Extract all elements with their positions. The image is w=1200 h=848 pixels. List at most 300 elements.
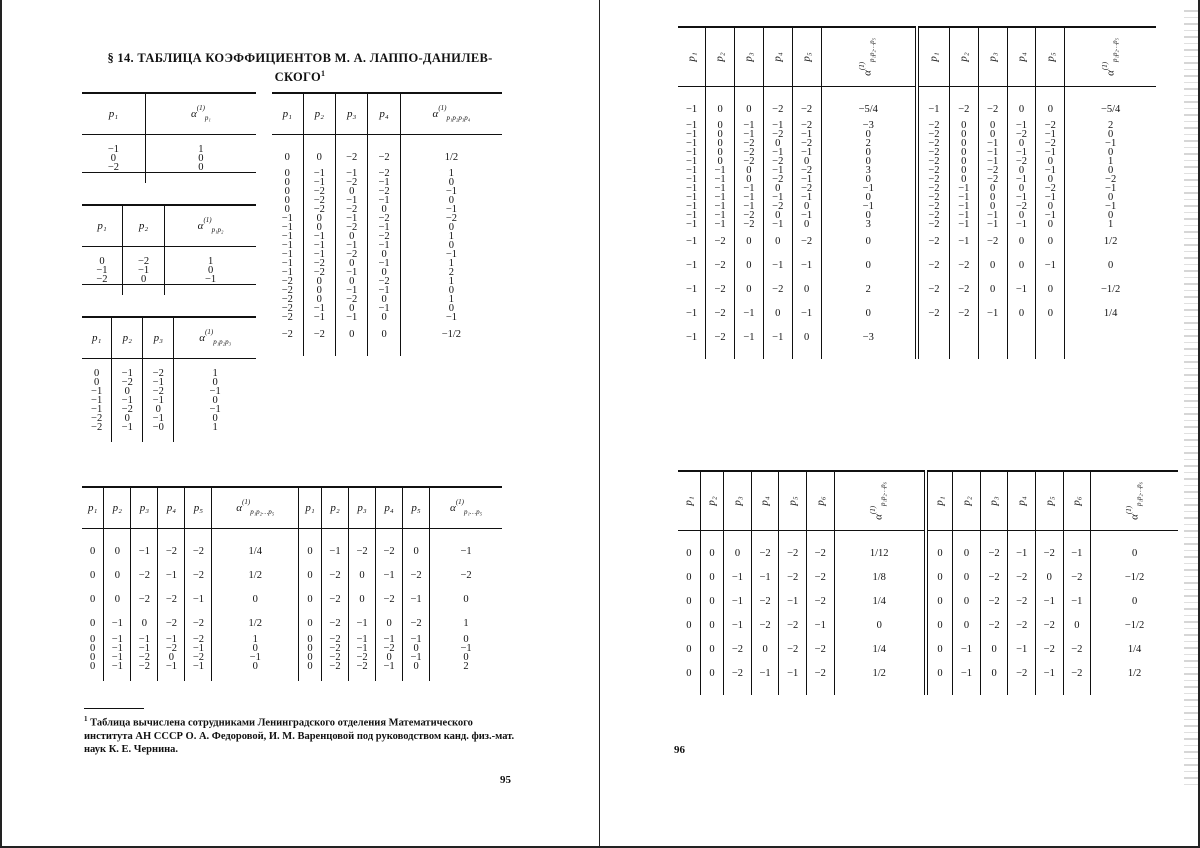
- table-row: [272, 304, 502, 313]
- table-p1p4: [272, 92, 502, 356]
- spacer-cell: [724, 685, 752, 695]
- table-cell: −2: [143, 387, 174, 396]
- spacer-row: [678, 87, 1156, 98]
- alpha-header: [1124, 482, 1143, 520]
- table-cell: −1: [96, 265, 108, 276]
- table-cell: 0: [165, 266, 256, 275]
- table-cell: 0: [90, 661, 96, 672]
- spacer-cell: [806, 531, 834, 542]
- spacer-cell: [917, 349, 949, 359]
- table-cell: 0: [926, 637, 953, 661]
- table-row: [272, 313, 502, 322]
- spacer-cell: [212, 529, 299, 540]
- alpha-header: [197, 216, 224, 234]
- alpha-column-header: [212, 487, 299, 529]
- table-cell: −1: [763, 253, 792, 277]
- column-header-label: p₃: [988, 496, 1001, 506]
- table-cell: −2: [1007, 130, 1036, 139]
- spacer-cell: [792, 87, 821, 98]
- table-cell: −2: [303, 322, 335, 346]
- table-row: [82, 378, 256, 387]
- table-cell: −2: [131, 587, 158, 611]
- table-cell: −1: [335, 313, 367, 322]
- table-cell: 0: [1036, 157, 1065, 166]
- table-cell: −1: [706, 184, 735, 193]
- table-row: [678, 301, 1156, 325]
- table-row: [272, 145, 502, 169]
- table-cell: 0: [303, 223, 335, 232]
- table-cell: −1: [953, 637, 981, 661]
- table-cell: −2: [779, 613, 807, 637]
- column-header: [82, 205, 122, 247]
- table-cell: −1: [185, 587, 212, 611]
- table-cell: −1: [165, 275, 256, 285]
- table-cell: 0: [978, 277, 1007, 301]
- table-cell: −2: [368, 232, 400, 241]
- table-cell: 0: [1063, 613, 1091, 637]
- table-cell: −2: [185, 563, 212, 587]
- table-cell: 0: [706, 97, 735, 121]
- column-header-label: p₅: [193, 502, 204, 514]
- spacer-cell: [376, 529, 403, 540]
- table-cell: 1: [400, 277, 502, 286]
- table-cell: −1: [281, 249, 293, 260]
- table-cell: 0: [1065, 130, 1156, 139]
- alpha-symbol: α: [197, 219, 204, 232]
- table-cell: −2: [706, 229, 735, 253]
- table-cell: −1: [303, 169, 335, 178]
- spacer-cell: [735, 349, 764, 359]
- spacer-cell: [763, 349, 792, 359]
- table-cell: −1: [917, 97, 949, 121]
- table-cell: 0: [953, 565, 981, 589]
- scan-border-left: [0, 0, 2, 848]
- table-cell: −2: [368, 169, 400, 178]
- table-cell: −1: [1035, 589, 1063, 613]
- table-cell: 2: [821, 139, 917, 148]
- table-cell: 0: [949, 175, 978, 184]
- table-row: [272, 286, 502, 295]
- spacer-cell: [185, 529, 212, 540]
- table-cell: 0: [953, 589, 981, 613]
- table-cell: −1: [91, 386, 103, 397]
- table-cell: −1: [107, 144, 119, 155]
- table-cell: 0: [90, 545, 96, 557]
- table-cell: 0: [110, 153, 117, 164]
- column-header: [917, 27, 949, 87]
- table-cell: −2: [1008, 565, 1036, 589]
- column-header: [724, 471, 752, 531]
- table-cell: −1: [1036, 130, 1065, 139]
- table-cell: −2: [376, 644, 403, 653]
- table-cell: −1/2: [400, 322, 502, 346]
- table-cell: 0: [821, 301, 917, 325]
- column-header: [82, 487, 104, 529]
- table-cell: 0: [978, 193, 1007, 202]
- alpha-subscript: p₁p₂…p₆: [1134, 482, 1143, 507]
- table-cell: −1: [806, 613, 834, 637]
- alpha-header: [199, 328, 232, 346]
- table-cell: −2: [763, 97, 792, 121]
- table-cell: 1/2: [1091, 661, 1178, 685]
- table-cell: 0: [112, 414, 143, 423]
- table-cell: −1: [1007, 121, 1036, 130]
- table-cell: −1: [735, 130, 764, 139]
- table-cell: −1: [1035, 661, 1063, 685]
- table-row: [82, 163, 256, 173]
- table-cell: −2: [917, 253, 949, 277]
- table-cell: −2: [763, 130, 792, 139]
- table-cell: −2: [82, 275, 122, 285]
- column-header-label: p₁: [88, 502, 98, 514]
- table-cell: −1: [185, 662, 212, 671]
- table-cell: 0: [1065, 166, 1156, 175]
- table-cell: 0: [821, 148, 917, 157]
- table-cell: −1: [1065, 202, 1156, 211]
- column-header: [112, 317, 143, 359]
- table-row: [678, 220, 1156, 229]
- table-cell: 0: [1036, 277, 1065, 301]
- table-cell: 1: [400, 169, 502, 178]
- table-cell: −2: [376, 587, 403, 611]
- spacer-cell: [678, 349, 706, 359]
- table-cell: −2: [281, 303, 293, 314]
- column-header: [122, 205, 164, 247]
- table-cell: −1: [685, 165, 698, 176]
- table-cell: −1: [763, 220, 792, 229]
- table-cell: −2: [1036, 139, 1065, 148]
- table-cell: 0: [1091, 541, 1178, 565]
- table-row: [82, 145, 256, 154]
- table-cell: −1: [349, 644, 376, 653]
- table-cell: −2: [321, 635, 348, 644]
- table-cell: 0: [299, 644, 322, 653]
- table-cell: 0: [299, 635, 322, 644]
- column-header: [678, 27, 706, 87]
- table-cell: 0: [700, 637, 723, 661]
- alpha-subscript: p₁…p₅: [463, 507, 483, 516]
- spacer-cell: [368, 346, 400, 356]
- table-row: [82, 587, 502, 611]
- table-cell: 0: [735, 166, 764, 175]
- alpha-header: [1100, 38, 1119, 76]
- table-cell: −2: [779, 637, 807, 661]
- table-cell: 0: [400, 286, 502, 295]
- table-cell: 0: [368, 313, 400, 322]
- table-cell: 1: [430, 611, 502, 635]
- table-cell: −2: [949, 277, 978, 301]
- table-cell: −2: [303, 259, 335, 268]
- table-cell: −2: [792, 97, 821, 121]
- footnote-mark: 1: [84, 715, 88, 723]
- table-cell: −1: [792, 130, 821, 139]
- table-cell: 0: [400, 241, 502, 250]
- table-cell: −1: [335, 196, 367, 205]
- column-header: [953, 471, 981, 531]
- table-cell: 0: [1007, 229, 1036, 253]
- table-cell: 0: [686, 595, 692, 607]
- table-cell: 0: [400, 178, 502, 187]
- table-cell: 3: [821, 166, 917, 175]
- table-cell: −2: [1008, 589, 1036, 613]
- table-cell: −2: [303, 205, 335, 214]
- table-cell: −1: [368, 223, 400, 232]
- spacer-cell: [321, 671, 348, 681]
- column-header-label: p₂: [122, 332, 132, 344]
- spacer-row: [272, 135, 502, 146]
- table-cell: 0: [303, 277, 335, 286]
- table-cell: 3: [821, 220, 917, 229]
- table-cell: −2: [321, 587, 348, 611]
- column-header: [792, 27, 821, 87]
- column-header: [376, 487, 403, 529]
- table-cell: 0: [212, 644, 299, 653]
- table-cell: −2: [806, 589, 834, 613]
- column-header-label: p₂: [957, 52, 970, 62]
- spacer-cell: [272, 135, 303, 146]
- column-header: [1063, 471, 1091, 531]
- spacer-cell: [400, 346, 502, 356]
- table-cell: 0: [284, 186, 290, 197]
- table-cell: 0: [763, 229, 792, 253]
- table-p1p2p3: [82, 316, 256, 442]
- alpha-superscript: (1): [205, 328, 214, 337]
- table-cell: −1: [763, 166, 792, 175]
- table-cell: 0: [122, 275, 164, 285]
- table-cell: −1: [104, 653, 131, 662]
- table-cell: 0: [1065, 148, 1156, 157]
- table-cell: −1: [735, 325, 764, 349]
- table-cell: 0: [90, 643, 96, 654]
- table-cell: −5/4: [1065, 97, 1156, 121]
- table-cell: 0: [174, 396, 256, 405]
- table-cell: 0: [1035, 565, 1063, 589]
- table-cell: 0: [90, 593, 96, 605]
- table-cell: −2: [917, 211, 949, 220]
- column-header: [949, 27, 978, 87]
- table-cell: 0: [299, 563, 322, 587]
- spacer-cell: [82, 671, 104, 681]
- table-cell: 0: [949, 157, 978, 166]
- table-cell: 0: [792, 220, 821, 229]
- column-header-label: p₂: [960, 496, 973, 506]
- table-cell: 0: [978, 253, 1007, 277]
- table-cell: 0: [821, 193, 917, 202]
- table-cell: −1: [368, 196, 400, 205]
- table-cell: −1: [403, 635, 430, 644]
- table-cell: −1: [376, 563, 403, 587]
- table-cell: −2: [349, 662, 376, 671]
- table-row: [82, 423, 256, 432]
- spacer-cell: [403, 529, 430, 540]
- column-header-label: p₂: [330, 502, 340, 514]
- spacer-cell: [430, 671, 502, 681]
- table-cell: −1: [112, 396, 143, 405]
- table-cell: −1: [821, 202, 917, 211]
- table-p1: [82, 92, 256, 183]
- table-cell: −2: [917, 202, 949, 211]
- table-cell: −2: [917, 157, 949, 166]
- table-cell: −2: [303, 268, 335, 277]
- table-cell: −2: [281, 276, 293, 287]
- table-cell: −1: [1036, 253, 1065, 277]
- table-cell: −2: [763, 157, 792, 166]
- table-cell: −1: [821, 184, 917, 193]
- table-cell: −1: [91, 395, 103, 406]
- table-cell: 0: [821, 130, 917, 139]
- table-cell: 0: [335, 187, 367, 196]
- table-row: [82, 405, 256, 414]
- footnote-rule: [84, 708, 144, 709]
- table-cell: −1: [949, 193, 978, 202]
- table-cell: −1: [1065, 139, 1156, 148]
- table-cell: −1: [281, 258, 293, 269]
- table-cell: −1: [112, 369, 143, 378]
- alpha-column-header: [834, 471, 926, 531]
- table-cell: −1: [792, 301, 821, 325]
- table-cell: −1: [1007, 277, 1036, 301]
- table-cell: 0: [1007, 301, 1036, 325]
- spacer-cell: [1035, 531, 1063, 542]
- spacer-cell: [980, 685, 1008, 695]
- table-cell: 0: [1036, 220, 1065, 229]
- table-cell: 0: [1007, 184, 1036, 193]
- table-cell: −2: [763, 202, 792, 211]
- table-cell: [1036, 325, 1065, 349]
- table-cell: −2: [949, 301, 978, 325]
- table-cell: −2: [122, 257, 164, 266]
- table-cell: 0: [335, 259, 367, 268]
- table-cell: −2: [321, 662, 348, 671]
- table-cell: −2: [281, 294, 293, 305]
- table-cell: 0: [821, 175, 917, 184]
- table-cell: 2: [400, 268, 502, 277]
- table-cell: −1: [91, 404, 103, 415]
- column-header-label: p₃: [347, 108, 357, 120]
- table-cell: −2: [1008, 613, 1036, 637]
- table-row: [678, 97, 1156, 121]
- table-cell: 0: [93, 368, 100, 379]
- table-cell: −2: [1007, 202, 1036, 211]
- table-cell: −3: [821, 121, 917, 130]
- table-cell: −2: [763, 175, 792, 184]
- table-cell: −2: [806, 637, 834, 661]
- table-p1p2: [82, 204, 256, 295]
- table-cell: −2: [143, 369, 174, 378]
- table-cell: −1: [685, 235, 698, 247]
- table-p1p5-a: [82, 486, 502, 681]
- table-cell: −2: [185, 635, 212, 644]
- table-cell: −1: [949, 202, 978, 211]
- table-cell: −2: [751, 589, 779, 613]
- table-cell: 0: [368, 322, 400, 346]
- table-cell: −1: [792, 148, 821, 157]
- table-cell: −2: [1035, 613, 1063, 637]
- table-cell: −1: [400, 313, 502, 322]
- table-cell: 0: [751, 637, 779, 661]
- table-cell: 1/8: [834, 565, 926, 589]
- column-header: [143, 317, 174, 359]
- table-cell: 2: [1065, 121, 1156, 130]
- table-cell: 0: [706, 139, 735, 148]
- table-cell: −1: [335, 286, 367, 295]
- spacer-cell: [917, 87, 949, 98]
- table-row: [82, 369, 256, 378]
- table-cell: 0: [299, 662, 322, 671]
- table-cell: −1: [751, 661, 779, 685]
- table-row: [272, 241, 502, 250]
- table-cell: −2: [1063, 565, 1091, 589]
- table-cell: −1: [685, 129, 698, 140]
- table-cell: −2: [158, 644, 185, 653]
- spacer-cell: [158, 529, 185, 540]
- spacer-cell: [131, 671, 158, 681]
- table-cell: −1: [1007, 193, 1036, 202]
- spacer-cell: [104, 671, 131, 681]
- table-cell: −2: [131, 563, 158, 587]
- spacer-cell: [112, 432, 143, 442]
- table-cell: −2: [751, 541, 779, 565]
- spacer-row: [272, 346, 502, 356]
- table-cell: 0: [735, 97, 764, 121]
- table-cell: −2: [978, 229, 1007, 253]
- table-cell: −1: [1036, 211, 1065, 220]
- title-footnote-mark: 1: [321, 69, 326, 78]
- table-row: [82, 387, 256, 396]
- table-cell: −1: [104, 662, 131, 671]
- spacer-cell: [122, 285, 164, 296]
- column-header-label: p₃: [153, 332, 163, 344]
- table-cell: 0: [735, 175, 764, 184]
- table-cell: 0: [926, 589, 953, 613]
- table-cell: −1: [158, 662, 185, 671]
- table-cell: 0: [368, 268, 400, 277]
- table-cell: −1: [978, 301, 1007, 325]
- table-cell: −1: [779, 589, 807, 613]
- table-cell: −2: [281, 312, 293, 323]
- alpha-symbol: α: [432, 107, 439, 120]
- table-cell: −2: [400, 214, 502, 223]
- table-cell: 0: [1036, 202, 1065, 211]
- table-cell: −1: [1008, 541, 1036, 565]
- table-cell: −2: [978, 166, 1007, 175]
- table-cell: −2: [806, 661, 834, 685]
- spacer-cell: [926, 531, 953, 542]
- table-cell: 0: [706, 121, 735, 130]
- table-cell: 2: [821, 277, 917, 301]
- table-cell: −1: [978, 157, 1007, 166]
- table-cell: −1: [212, 653, 299, 662]
- table-cell: −1: [685, 183, 698, 194]
- table-cell: −2: [321, 611, 348, 635]
- table-cell: 0: [299, 539, 322, 563]
- table-cell: −2: [917, 277, 949, 301]
- column-header-label: p₄: [1015, 496, 1028, 506]
- table-cell: −1: [335, 169, 367, 178]
- column-header: [131, 487, 158, 529]
- column-header-label: p₂: [314, 108, 324, 120]
- table-cell: −1: [403, 587, 430, 611]
- spacer-cell: [400, 135, 502, 146]
- table-cell: 0: [400, 223, 502, 232]
- table-cell: 1/2: [1065, 229, 1156, 253]
- table-cell: −1: [1007, 220, 1036, 229]
- table-row: [272, 322, 502, 346]
- table-cell: −1: [403, 653, 430, 662]
- table-cell: 1/2: [834, 661, 926, 685]
- column-header-label: p₁: [108, 108, 119, 120]
- table-cell: −1: [281, 222, 293, 233]
